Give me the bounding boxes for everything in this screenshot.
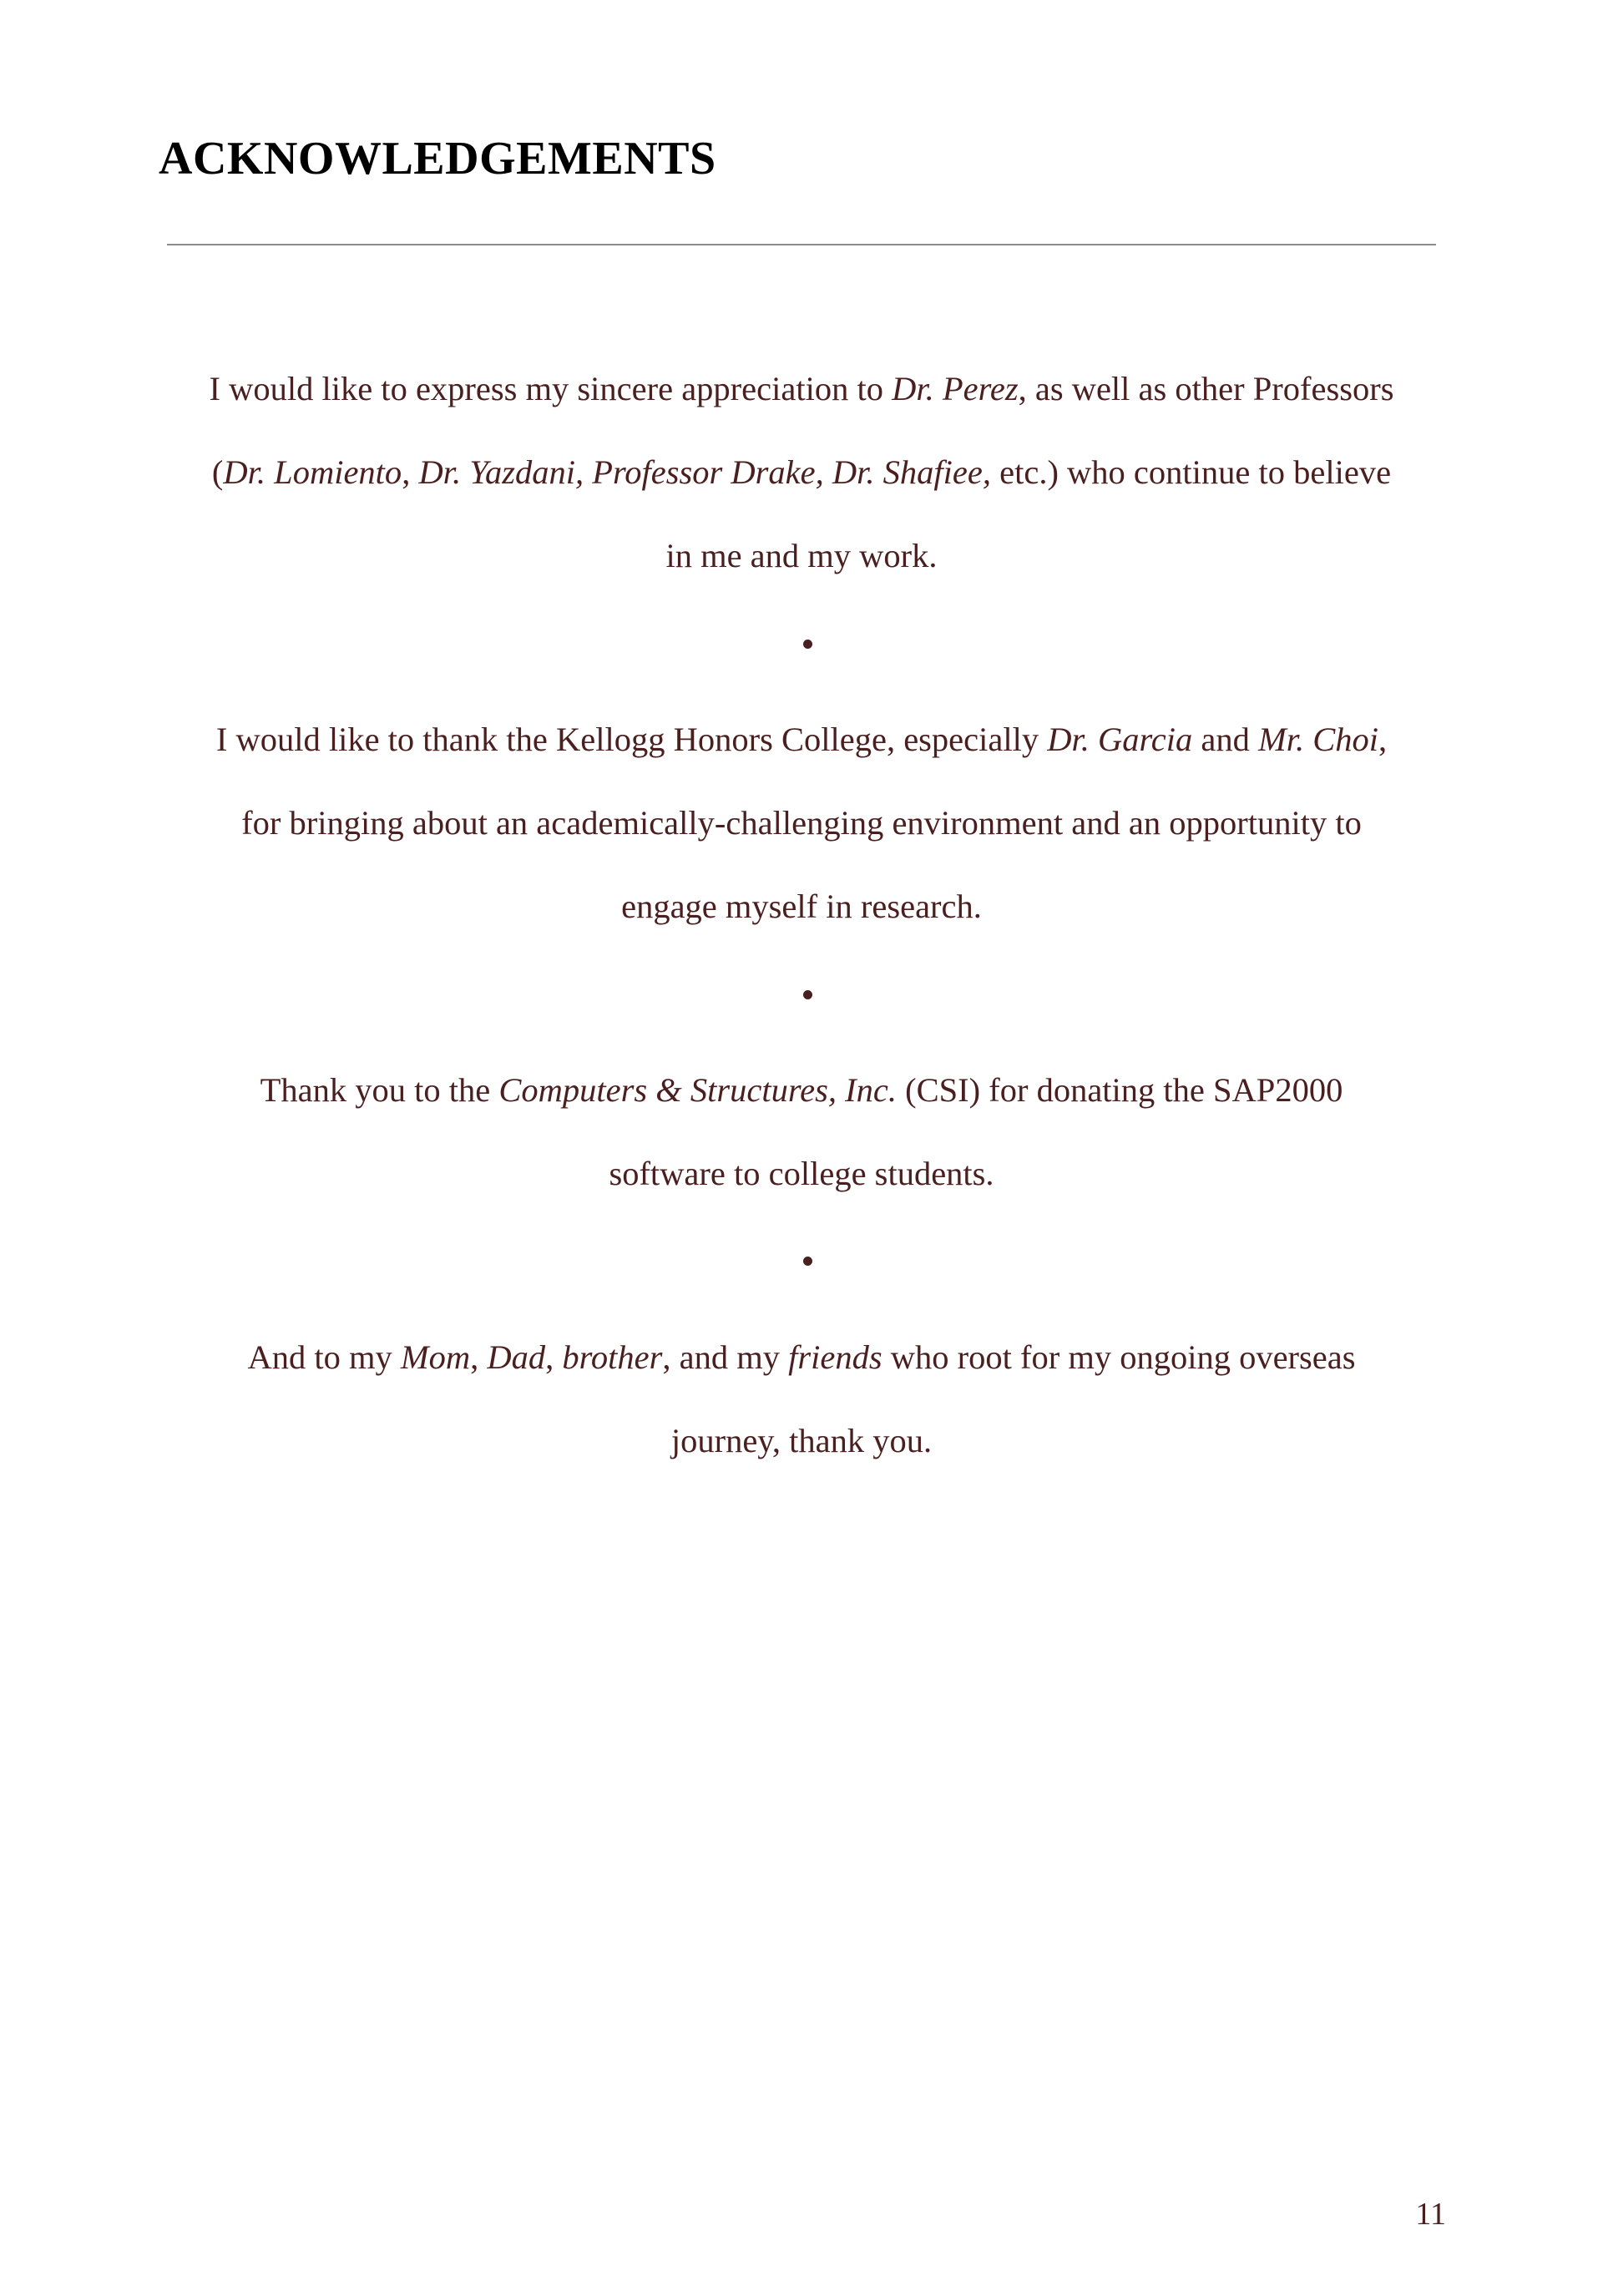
text-run: , bbox=[545, 1338, 563, 1376]
italic-text-run: Mom bbox=[400, 1338, 471, 1376]
paragraph-separator-bullet bbox=[803, 1257, 812, 1266]
text-run: I would like to thank the Kellogg Honors College, especially bbox=[215, 721, 1048, 758]
text-line bbox=[159, 431, 1444, 514]
acknowledgement-paragraph-professors bbox=[159, 347, 1444, 598]
text-line bbox=[159, 865, 1444, 948]
italic-text-run: Dad bbox=[487, 1338, 546, 1376]
text-run: for bringing about an academically-challenging environment and an opportunity to bbox=[241, 804, 1362, 842]
text-line bbox=[159, 781, 1444, 865]
title-divider bbox=[167, 244, 1436, 245]
italic-text-run: Dr. Yazdani, Professor Drake, Dr. Shafiee, bbox=[418, 453, 991, 491]
text-run: , and my bbox=[662, 1338, 789, 1376]
text-run: Thank you to the bbox=[260, 1071, 499, 1109]
text-run: etc.) who continue to believe bbox=[990, 453, 1392, 491]
text-run: I would like to express my sincere appreciation to bbox=[209, 370, 893, 407]
text-run: engage myself in research. bbox=[621, 888, 982, 925]
acknowledgement-paragraph-csi bbox=[159, 1049, 1444, 1216]
text-run: software to college students. bbox=[609, 1155, 994, 1192]
page-title: ACKNOWLEDGEMENTS bbox=[159, 133, 716, 185]
paragraph-separator-bullet bbox=[803, 990, 812, 999]
text-run: , bbox=[402, 453, 419, 491]
text-run: , bbox=[1378, 721, 1388, 758]
text-line bbox=[159, 1316, 1444, 1399]
text-run: journey, thank you. bbox=[670, 1422, 933, 1459]
acknowledgement-paragraph-honors-college bbox=[159, 698, 1444, 948]
text-line bbox=[159, 1132, 1444, 1216]
text-run: ( bbox=[211, 453, 224, 491]
text-run: in me and my work. bbox=[665, 537, 938, 574]
text-line bbox=[159, 514, 1444, 598]
page-number: 11 bbox=[1415, 2197, 1446, 2232]
acknowledgement-paragraph-family bbox=[159, 1316, 1444, 1483]
text-run: , as well as other Professors bbox=[1018, 370, 1394, 407]
text-line bbox=[159, 347, 1444, 431]
italic-text-run: Dr. Lomiento bbox=[223, 453, 402, 491]
italic-text-run: Computers & Structures, Inc. bbox=[498, 1071, 897, 1109]
italic-text-run: brother bbox=[562, 1338, 663, 1376]
italic-text-run: Mr. Choi bbox=[1258, 721, 1379, 758]
text-run: and bbox=[1192, 721, 1258, 758]
text-run: who root for my ongoing overseas bbox=[882, 1338, 1356, 1376]
paragraph-separator-bullet bbox=[803, 640, 812, 649]
italic-text-run: Dr. Perez bbox=[892, 370, 1019, 407]
text-line bbox=[159, 698, 1444, 781]
italic-text-run: friends bbox=[788, 1338, 882, 1376]
text-line bbox=[159, 1399, 1444, 1483]
italic-text-run: Dr. Garcia bbox=[1047, 721, 1193, 758]
text-run: And to my bbox=[247, 1338, 401, 1376]
text-run: , bbox=[470, 1338, 488, 1376]
text-line bbox=[159, 1049, 1444, 1132]
text-run: (CSI) for donating the SAP2000 bbox=[896, 1071, 1343, 1109]
